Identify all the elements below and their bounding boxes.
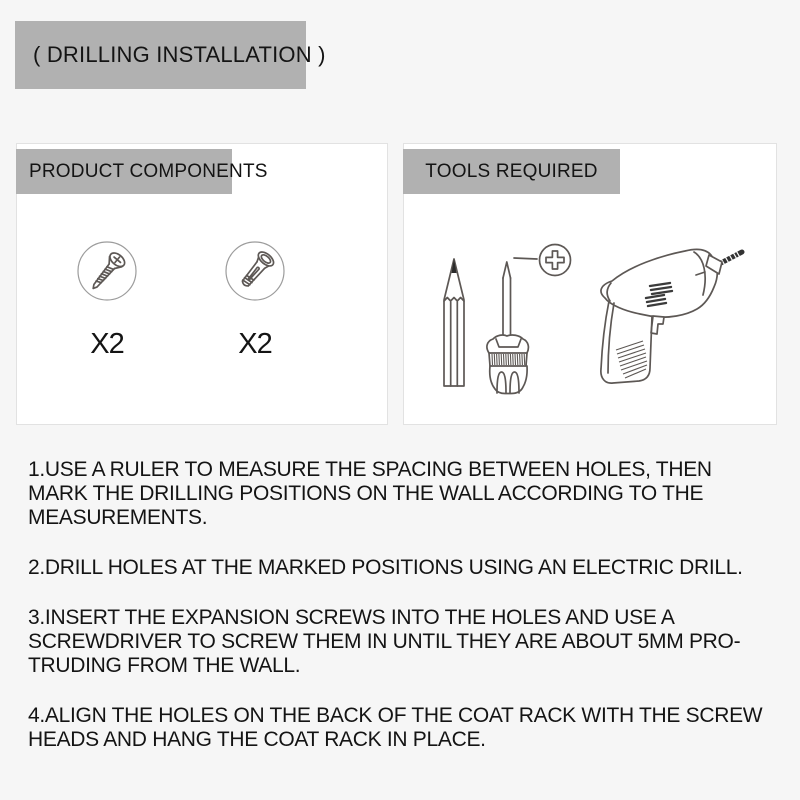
product-components-panel — [16, 143, 388, 425]
instruction-step-2 — [28, 556, 788, 580]
page-title: ( DRILLING INSTALLATION ) — [15, 21, 306, 89]
instruction-line: 1.USE A RULER TO MEASURE THE SPACING BETWEEN HOLES, THEN — [28, 458, 712, 481]
tools-required-header: TOOLS REQUIRED — [403, 149, 620, 194]
handle-grip-hatch — [616, 341, 647, 378]
electric-drill-icon — [601, 249, 742, 383]
instruction-line: 4.ALIGN THE HOLES ON THE BACK OF THE COAT RACK WITH THE SCREW — [28, 704, 763, 727]
anchor-qty-label: X2 — [238, 328, 272, 360]
instruction-line: MEASUREMENTS. — [28, 506, 208, 529]
screwdriver-icon — [487, 262, 528, 394]
pencil-icon — [444, 259, 464, 386]
instruction-line: TRUDING FROM THE WALL. — [28, 654, 301, 677]
screw-icon — [78, 242, 136, 300]
instruction-step-3 — [28, 606, 788, 678]
grip-band-hatch — [492, 354, 525, 365]
tools-illustration — [404, 194, 776, 424]
instruction-step-4 — [28, 704, 788, 752]
screw-qty-label: X2 — [90, 328, 124, 360]
instruction-line: 3.INSERT THE EXPANSION SCREWS INTO THE HOLES AND USE A — [28, 606, 675, 629]
product-components-header: PRODUCT COMPONENTS — [16, 149, 232, 194]
phillips-bit-callout-icon — [514, 245, 571, 276]
components-illustration — [17, 196, 387, 424]
instruction-line: HEADS AND HANG THE COAT RACK IN PLACE. — [28, 728, 486, 751]
instruction-line: MARK THE DRILLING POSITIONS ON THE WALL ACCORDING TO THE — [28, 482, 704, 505]
instruction-line: 2.DRILL HOLES AT THE MARKED POSITIONS USING AN ELECTRIC DRILL. — [28, 556, 743, 579]
tools-required-panel — [403, 143, 777, 425]
instruction-step-1 — [28, 458, 788, 530]
expansion-anchor-icon — [226, 242, 284, 300]
instruction-line: SCREWDRIVER TO SCREW THEM IN UNTIL THEY ARE ABOUT 5MM PRO- — [28, 630, 741, 653]
installation-instructions — [28, 458, 788, 778]
